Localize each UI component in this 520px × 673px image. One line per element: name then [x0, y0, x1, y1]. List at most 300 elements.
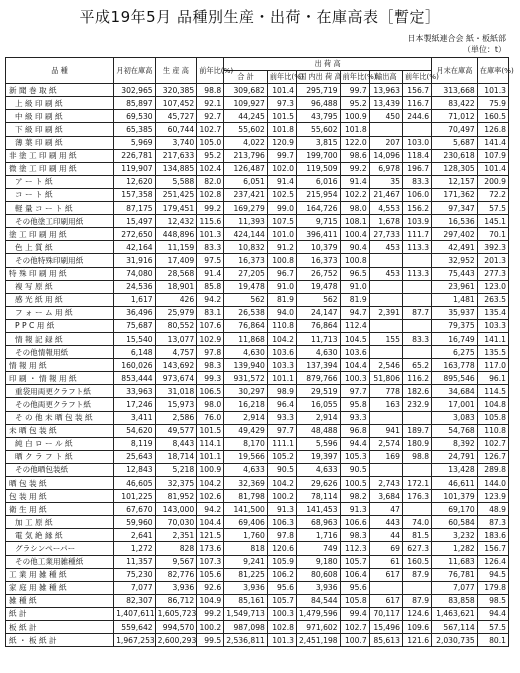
table-cell: 102.8: [267, 621, 296, 634]
table-cell: 48.9: [477, 503, 508, 516]
table-cell: 1,716: [296, 529, 340, 542]
row-category-label: 色 上 質 紙: [15, 242, 53, 252]
table-cell: 100.4: [340, 228, 369, 241]
table-cell: 49,429: [224, 424, 268, 437]
table-cell: 75.9: [477, 97, 508, 110]
row-category-label: 晒 ク ラ フ ト 紙: [15, 452, 73, 462]
table-cell: [402, 463, 431, 476]
production-table: [5, 57, 514, 647]
table-cell: 163,778: [432, 359, 478, 372]
table-cell: [369, 581, 402, 594]
table-cell: 104.8: [477, 398, 508, 411]
table-cell: 19,478: [224, 280, 268, 293]
table-row: [6, 634, 509, 647]
table-cell: 27,733: [369, 228, 402, 241]
table-cell: 90.5: [267, 463, 296, 476]
table-row: [6, 372, 509, 385]
table-cell: 103.3: [267, 359, 296, 372]
table-cell: 828: [155, 542, 197, 555]
table-cell: 85,161: [224, 594, 268, 607]
row-category-label: コ ー ト 紙: [15, 190, 53, 200]
table-cell: 144.0: [477, 477, 508, 490]
header-total: 合 計: [224, 71, 268, 84]
table-cell: 562: [296, 293, 340, 306]
table-row: [6, 319, 509, 332]
table-cell: 396,411: [296, 228, 340, 241]
row-category: [6, 319, 114, 332]
table-cell: 215,954: [296, 188, 340, 201]
table-cell: 3,411: [114, 411, 156, 424]
table-cell: 1,760: [224, 529, 268, 542]
row-category: [6, 424, 114, 437]
table-cell: 25,643: [114, 450, 156, 463]
table-cell: 627.3: [402, 542, 431, 555]
table-cell: 84,544: [296, 594, 340, 607]
header-total-yoy: 前年比(%): [267, 71, 296, 84]
header-production-yoy: 前年比(%): [197, 58, 224, 84]
table-cell: 4,630: [296, 346, 340, 359]
table-cell: 100.9: [340, 110, 369, 123]
table-cell: 75,230: [114, 568, 156, 581]
table-cell: 96.5: [340, 267, 369, 280]
table-cell: 104.2: [267, 477, 296, 490]
row-category-label: 紙 計: [9, 609, 27, 619]
row-category-label: その他晒包装紙: [15, 465, 69, 475]
table-cell: 121.5: [197, 529, 224, 542]
table-row: [6, 568, 509, 581]
table-cell: 71,012: [432, 110, 478, 123]
table-cell: 2,914: [296, 411, 340, 424]
table-row: [6, 215, 509, 228]
unit-note: （単位：t）: [462, 45, 506, 54]
row-category-label: そ の 他 未 晒 包 装 紙: [15, 413, 93, 423]
table-cell: 11,393: [224, 215, 268, 228]
table-cell: 76,864: [224, 319, 268, 332]
table-cell: 83.3: [197, 241, 224, 254]
row-category: [6, 607, 114, 620]
table-cell: 90.4: [340, 241, 369, 254]
table-cell: 4,757: [155, 346, 197, 359]
table-cell: 448,896: [155, 228, 197, 241]
row-category: [6, 437, 114, 450]
row-category: [6, 149, 114, 162]
table-cell: 237,421: [224, 188, 268, 201]
row-category: [6, 516, 114, 529]
table-row: [6, 437, 509, 450]
table-cell: [402, 254, 431, 267]
table-cell: 16,536: [432, 215, 478, 228]
table-cell: 141,453: [296, 503, 340, 516]
table-cell: 70,117: [369, 607, 402, 620]
table-cell: 2,451,198: [296, 634, 340, 647]
table-cell: 110.8: [267, 319, 296, 332]
table-cell: 1,678: [369, 215, 402, 228]
table-cell: 7,077: [114, 581, 156, 594]
table-cell: 60,744: [155, 123, 197, 136]
row-category-label: 紙 ・ 板 紙 計: [9, 635, 57, 645]
table-cell: 4,633: [296, 463, 340, 476]
table-cell: 109,927: [224, 97, 268, 110]
table-cell: 313,668: [432, 84, 478, 97]
table-row: [6, 241, 509, 254]
table-cell: 13,428: [432, 463, 478, 476]
table-cell: 179.8: [477, 581, 508, 594]
table-cell: 103.6: [340, 346, 369, 359]
table-cell: 100.2: [267, 490, 296, 503]
table-cell: 2,030,735: [432, 634, 478, 647]
table-cell: 78,114: [296, 490, 340, 503]
table-cell: 105.8: [477, 411, 508, 424]
table-cell: 83.3: [402, 175, 431, 188]
table-cell: 27,205: [224, 267, 268, 280]
table-cell: 6,275: [432, 346, 478, 359]
table-cell: 97.3: [267, 97, 296, 110]
table-cell: 226,781: [114, 149, 156, 162]
table-cell: 81,225: [224, 568, 268, 581]
table-cell: 83,858: [432, 594, 478, 607]
table-cell: 277.3: [477, 267, 508, 280]
table-cell: 70,497: [432, 123, 478, 136]
table-cell: 230,618: [432, 149, 478, 162]
table-cell: 44: [369, 529, 402, 542]
table-cell: 122.0: [340, 136, 369, 149]
table-cell: 43,795: [296, 110, 340, 123]
table-row: [6, 411, 509, 424]
row-category: [6, 372, 114, 385]
table-cell: 101.3: [197, 228, 224, 241]
table-cell: 120.6: [267, 542, 296, 555]
table-cell: 11,357: [114, 555, 156, 568]
table-cell: 96,488: [296, 97, 340, 110]
table-cell: 111.1: [267, 437, 296, 450]
header-domestic: 国 内出 荷 高: [296, 71, 340, 84]
table-cell: 297,402: [432, 228, 478, 241]
table-cell: 105.0: [197, 136, 224, 149]
table-cell: 76,781: [432, 568, 478, 581]
table-cell: 119,907: [114, 162, 156, 175]
table-cell: 179,451: [155, 202, 197, 215]
table-cell: 32,375: [155, 477, 197, 490]
header-domestic-yoy: 前年比(%): [340, 71, 369, 84]
table-cell: 169: [369, 450, 402, 463]
table-cell: 97,347: [432, 202, 478, 215]
table-cell: 47: [369, 503, 402, 516]
row-category-label: その他両更クラフト紙: [15, 399, 91, 409]
table-cell: [369, 254, 402, 267]
table-cell: 97.7: [267, 424, 296, 437]
table-cell: 98.8: [197, 84, 224, 97]
table-cell: 2,391: [369, 306, 402, 319]
table-cell: 100.2: [197, 621, 224, 634]
table-cell: 141.4: [477, 136, 508, 149]
table-cell: 7,077: [432, 581, 478, 594]
table-cell: 567,114: [432, 621, 478, 634]
table-cell: 15,496: [369, 621, 402, 634]
table-cell: [369, 319, 402, 332]
table-cell: 101.8: [340, 123, 369, 136]
table-row: [6, 398, 509, 411]
table-cell: 199,700: [296, 149, 340, 162]
row-category: [6, 136, 114, 149]
table-row: [6, 202, 509, 215]
table-cell: 95.6: [340, 581, 369, 594]
table-row: [6, 136, 509, 149]
row-category-label: ア ー ト 紙: [15, 177, 53, 187]
table-cell: 11,868: [224, 332, 268, 345]
table-cell: 55,602: [224, 123, 268, 136]
table-cell: 95.2: [197, 149, 224, 162]
row-category: [6, 84, 114, 97]
table-cell: 8,119: [114, 437, 156, 450]
header-stock-rate: 在庫率(%): [477, 58, 508, 84]
table-cell: 94.4: [340, 437, 369, 450]
source-org: 日本製紙連合会 紙・板紙部: [407, 34, 506, 43]
table-cell: 9,180: [296, 555, 340, 568]
table-cell: 105.8: [340, 594, 369, 607]
table-cell: 4,630: [224, 346, 268, 359]
row-category: [6, 110, 114, 123]
table-cell: 85,897: [114, 97, 156, 110]
table-row: [6, 477, 509, 490]
table-cell: 98.0: [340, 202, 369, 215]
table-cell: 98.6: [340, 149, 369, 162]
table-cell: 91.3: [340, 503, 369, 516]
table-cell: 104.4: [197, 516, 224, 529]
table-cell: 453: [369, 267, 402, 280]
table-cell: 12,843: [114, 463, 156, 476]
table-cell: 200.9: [477, 175, 508, 188]
source-note: [407, 33, 506, 55]
table-cell: 101.5: [267, 110, 296, 123]
table-row: [6, 293, 509, 306]
table-cell: 107.3: [197, 555, 224, 568]
table-cell: 10,379: [296, 241, 340, 254]
row-category-label: その他塗工印刷用紙: [15, 216, 84, 226]
table-cell: 100.3: [340, 372, 369, 385]
table-cell: 67,670: [114, 503, 156, 516]
table-cell: 126.8: [477, 123, 508, 136]
table-cell: 749: [296, 542, 340, 555]
row-category-label: 非 塗 工 印 刷 用 紙: [9, 151, 77, 161]
table-cell: 105.7: [267, 594, 296, 607]
table-cell: 35,937: [432, 306, 478, 319]
row-category: [6, 215, 114, 228]
row-category: [6, 568, 114, 581]
table-cell: 2,914: [224, 411, 268, 424]
table-cell: 118.4: [402, 149, 431, 162]
table-cell: 94.2: [197, 503, 224, 516]
row-category: [6, 385, 114, 398]
table-cell: 69,530: [114, 110, 156, 123]
table-cell: 81.9: [267, 293, 296, 306]
header-end-stock: 月末在庫高: [432, 58, 478, 84]
table-cell: 3,936: [224, 581, 268, 594]
row-category-label: 未 晒 包 装 紙: [9, 426, 57, 436]
row-category: [6, 346, 114, 359]
header-production: 生 産 高: [155, 58, 197, 84]
row-category-label: その他情報用紙: [15, 347, 69, 357]
row-category-label: 晒 包 装 紙: [9, 478, 47, 488]
table-cell: 96.8: [340, 424, 369, 437]
table-cell: 96.7: [267, 267, 296, 280]
row-category-label: P P C 用 紙: [15, 321, 55, 331]
table-cell: 72.2: [477, 188, 508, 201]
table-cell: 9,715: [296, 215, 340, 228]
row-category-label: 微 塗 工 印 刷 用 紙: [9, 164, 77, 174]
table-cell: 24,536: [114, 280, 156, 293]
row-category-label: 複 写 原 紙: [15, 282, 53, 292]
table-cell: 94.7: [340, 306, 369, 319]
row-category-label: 新 聞 巻 取 紙: [9, 85, 57, 95]
table-cell: 15,497: [114, 215, 156, 228]
row-category: [6, 175, 114, 188]
table-cell: 931,572: [224, 372, 268, 385]
table-cell: 101,379: [432, 490, 478, 503]
table-cell: 135.5: [477, 346, 508, 359]
table-cell: 251,425: [155, 188, 197, 201]
row-category: [6, 490, 114, 503]
table-cell: 818: [224, 542, 268, 555]
table-cell: 32,369: [224, 477, 268, 490]
table-cell: 100.7: [340, 634, 369, 647]
table-cell: 217,633: [155, 149, 197, 162]
table-cell: 16,373: [224, 254, 268, 267]
table-cell: 74,080: [114, 267, 156, 280]
table-cell: 95.8: [340, 398, 369, 411]
table-cell: 101.8: [267, 123, 296, 136]
table-cell: 54,620: [114, 424, 156, 437]
row-category-label: 中 級 印 刷 紙: [15, 111, 63, 121]
table-cell: 85.8: [197, 280, 224, 293]
table-cell: 1,617: [114, 293, 156, 306]
table-cell: 91.3: [267, 503, 296, 516]
table-cell: 453: [369, 241, 402, 254]
table-cell: 82,307: [114, 594, 156, 607]
table-cell: 42,164: [114, 241, 156, 254]
table-cell: 42,491: [432, 241, 478, 254]
row-category: [6, 621, 114, 634]
table-cell: 13,077: [155, 332, 197, 345]
table-cell: 15,540: [114, 332, 156, 345]
table-cell: 5,596: [296, 437, 340, 450]
table-cell: 94.5: [477, 568, 508, 581]
table-cell: 91.4: [267, 175, 296, 188]
row-category: [6, 267, 114, 280]
table-row: [6, 332, 509, 345]
table-cell: 987,098: [224, 621, 268, 634]
table-cell: 94.2: [197, 293, 224, 306]
header-exports-yoy: 前年比(%): [402, 71, 431, 84]
table-row: [6, 385, 509, 398]
row-category-label: フ ォ ー ム 用 紙: [15, 308, 73, 318]
table-cell: 95.2: [340, 97, 369, 110]
table-cell: 443: [369, 516, 402, 529]
table-cell: 180.9: [402, 437, 431, 450]
table-cell: 31,018: [155, 385, 197, 398]
table-cell: 32,952: [432, 254, 478, 267]
table-cell: 83.1: [197, 306, 224, 319]
header-exports: 輸出高: [369, 71, 402, 84]
table-cell: 80.1: [477, 634, 508, 647]
table-cell: 100.8: [267, 254, 296, 267]
table-cell: 4,022: [224, 136, 268, 149]
table-cell: 17,409: [155, 254, 197, 267]
table-cell: 101.4: [267, 84, 296, 97]
table-cell: 11,683: [432, 555, 478, 568]
table-cell: 87.3: [477, 516, 508, 529]
table-cell: 232.9: [402, 398, 431, 411]
table-cell: 109.6: [402, 621, 431, 634]
row-category: [6, 280, 114, 293]
table-cell: 49,577: [155, 424, 197, 437]
table-cell: 108.1: [340, 215, 369, 228]
table-cell: 82,776: [155, 568, 197, 581]
table-cell: 8,170: [224, 437, 268, 450]
table-cell: 145.1: [477, 215, 508, 228]
table-cell: 100.3: [267, 607, 296, 620]
table-cell: 124.6: [402, 607, 431, 620]
row-category-label: 純 白 ロ ー ル 紙: [15, 439, 73, 449]
table-cell: 9,241: [224, 555, 268, 568]
table-cell: 82.0: [197, 175, 224, 188]
table-cell: 68,963: [296, 516, 340, 529]
table-row: [6, 267, 509, 280]
table-cell: 164,726: [296, 202, 340, 215]
table-cell: 562: [224, 293, 268, 306]
table-cell: 104.2: [197, 477, 224, 490]
table-cell: 8,392: [432, 437, 478, 450]
table-cell: [369, 293, 402, 306]
table-cell: 272,650: [114, 228, 156, 241]
table-cell: 96.1: [477, 372, 508, 385]
table-cell: 2,600,293: [155, 634, 197, 647]
table-cell: 392.3: [477, 241, 508, 254]
table-cell: 69: [369, 542, 402, 555]
row-category: [6, 581, 114, 594]
table-cell: 6,016: [296, 175, 340, 188]
table-cell: 81,952: [155, 490, 197, 503]
table-cell: 160.5: [402, 555, 431, 568]
table-cell: 69,170: [432, 503, 478, 516]
row-category: [6, 411, 114, 424]
table-cell: 156.2: [402, 202, 431, 215]
table-row: [6, 254, 509, 267]
table-cell: 155: [369, 332, 402, 345]
table-cell: 111.7: [402, 228, 431, 241]
table-cell: 54,768: [432, 424, 478, 437]
table-cell: 87.9: [402, 594, 431, 607]
table-cell: 101.3: [477, 84, 508, 97]
table-cell: 126.4: [477, 555, 508, 568]
table-cell: 83.3: [402, 332, 431, 345]
row-category-label: 電 気 絶 縁 紙: [15, 530, 63, 540]
row-category-label: 工 業 用 雑 種 紙: [9, 570, 67, 580]
table-cell: 81.9: [340, 293, 369, 306]
table-cell: 98.5: [477, 594, 508, 607]
table-cell: 16,373: [296, 254, 340, 267]
table-cell: 2,641: [114, 529, 156, 542]
table-cell: 59,960: [114, 516, 156, 529]
table-cell: 103.6: [267, 346, 296, 359]
table-cell: 65.2: [402, 359, 431, 372]
table-cell: 617: [369, 594, 402, 607]
table-cell: 81.5: [402, 529, 431, 542]
table-cell: 75,687: [114, 319, 156, 332]
table-cell: 3,936: [155, 581, 197, 594]
row-category: [6, 188, 114, 201]
table-row: [6, 581, 509, 594]
table-cell: 15,973: [155, 398, 197, 411]
